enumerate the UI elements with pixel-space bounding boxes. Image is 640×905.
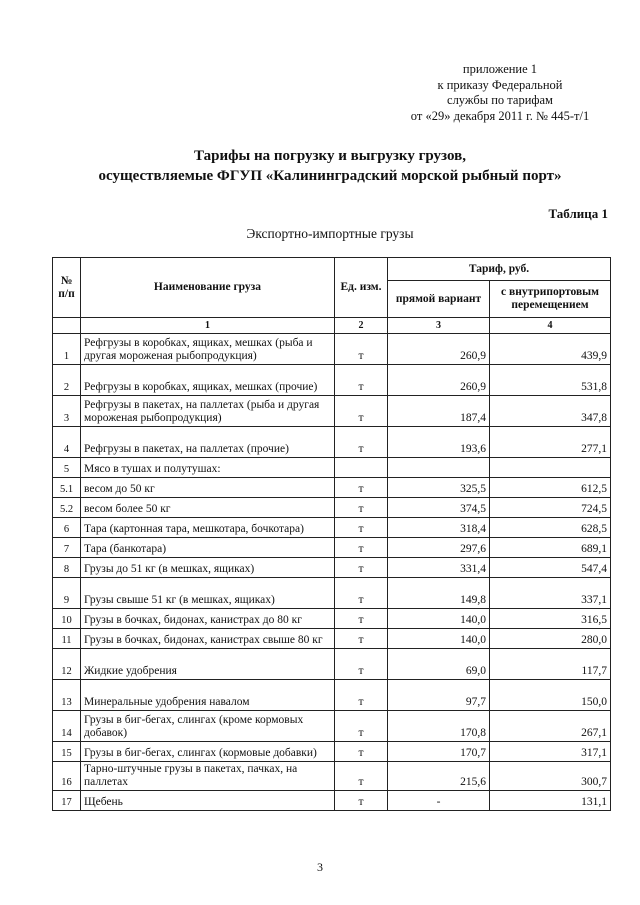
table-row xyxy=(53,498,611,518)
unit-cell: т xyxy=(335,742,388,762)
table-row xyxy=(53,742,611,762)
table-row xyxy=(53,334,611,365)
tariff-table xyxy=(52,257,611,811)
table-row xyxy=(53,762,611,791)
cargo-name: Тара (банкотара) xyxy=(81,538,335,558)
tariff-internal: 316,5 xyxy=(490,609,611,629)
tariff-internal: 131,1 xyxy=(490,791,611,811)
appendix-line: службы по тарифам xyxy=(447,93,553,107)
tariff-internal: 689,1 xyxy=(490,538,611,558)
row-number: 7 xyxy=(53,538,81,558)
row-number: 5 xyxy=(53,458,81,478)
tariff-internal: 531,8 xyxy=(490,365,611,396)
tariff-internal: 628,5 xyxy=(490,518,611,538)
cargo-name: Мясо в тушах и полутушах: xyxy=(81,458,335,478)
title-line: Тарифы на погрузку и выгрузку грузов, xyxy=(194,148,466,164)
document-title xyxy=(60,146,600,186)
unit-cell: т xyxy=(335,558,388,578)
table-row xyxy=(53,518,611,538)
tariff-internal: 317,1 xyxy=(490,742,611,762)
row-number: 1 xyxy=(53,334,81,365)
column-number-empty xyxy=(53,318,81,334)
tariff-direct: - xyxy=(388,791,490,811)
table-row xyxy=(53,609,611,629)
cargo-name: Жидкие удобрения xyxy=(81,649,335,680)
unit-cell: т xyxy=(335,791,388,811)
column-number: 3 xyxy=(388,318,490,334)
tariff-direct: 325,5 xyxy=(388,478,490,498)
tariff-direct: 170,7 xyxy=(388,742,490,762)
cargo-name: Грузы в бочках, бидонах, канистрах до 80 кг xyxy=(81,609,335,629)
unit-cell: т xyxy=(335,629,388,649)
column-number: 2 xyxy=(335,318,388,334)
table-subtitle: Экспортно-импортные грузы xyxy=(246,226,414,241)
tariff-direct: 260,9 xyxy=(388,365,490,396)
cargo-name: Рефгрузы в пакетах, на паллетах (рыба и другая мороженая рыбопродукция) xyxy=(81,396,335,427)
header-tariff: Тариф, руб. xyxy=(388,258,611,281)
tariff-internal: 347,8 xyxy=(490,396,611,427)
row-number: 8 xyxy=(53,558,81,578)
tariff-direct: 318,4 xyxy=(388,518,490,538)
cargo-name: Рефгрузы в коробках, ящиках, мешках (рыба и другая мороженая рыбопродукция) xyxy=(81,334,335,365)
cargo-name: весом более 50 кг xyxy=(81,498,335,518)
tariff-direct: 215,6 xyxy=(388,762,490,791)
appendix-note xyxy=(380,62,620,124)
unit-cell: т xyxy=(335,427,388,458)
column-number: 4 xyxy=(490,318,611,334)
cargo-name: Грузы в биг-бегах, слингах (кормовые добавки) xyxy=(81,742,335,762)
tariff-internal: 150,0 xyxy=(490,680,611,711)
tariff-direct: 149,8 xyxy=(388,578,490,609)
tariff-direct: 97,7 xyxy=(388,680,490,711)
row-number: 9 xyxy=(53,578,81,609)
cargo-name: Рефгрузы в пакетах, на паллетах (прочие) xyxy=(81,427,335,458)
table-row xyxy=(53,629,611,649)
cargo-name: весом до 50 кг xyxy=(81,478,335,498)
tariff-direct: 374,5 xyxy=(388,498,490,518)
table-row xyxy=(53,791,611,811)
unit-cell: т xyxy=(335,498,388,518)
cargo-name: Грузы свыше 51 кг (в мешках, ящиках) xyxy=(81,578,335,609)
table-row xyxy=(53,680,611,711)
tariff-direct xyxy=(388,458,490,478)
tariff-direct: 193,6 xyxy=(388,427,490,458)
unit-cell: т xyxy=(335,478,388,498)
title-line: осуществляемые ФГУП «Калининградский морской рыбный порт» xyxy=(98,168,562,184)
cargo-name: Тарно-штучные грузы в пакетах, пачках, на паллетах xyxy=(81,762,335,791)
table-row xyxy=(53,649,611,680)
tariff-internal: 724,5 xyxy=(490,498,611,518)
unit-cell: т xyxy=(335,762,388,791)
tariff-direct: 187,4 xyxy=(388,396,490,427)
table-row xyxy=(53,558,611,578)
header-internal: с внутрипортовым перемещением xyxy=(490,281,611,318)
cargo-name: Тара (картонная тара, мешкотара, бочкотара) xyxy=(81,518,335,538)
tariff-internal: 439,9 xyxy=(490,334,611,365)
header-direct: прямой вариант xyxy=(388,281,490,318)
header-num: № п/п xyxy=(53,258,81,318)
unit-cell: т xyxy=(335,396,388,427)
unit-cell: т xyxy=(335,711,388,742)
row-number: 4 xyxy=(53,427,81,458)
row-number: 10 xyxy=(53,609,81,629)
tariff-direct: 331,4 xyxy=(388,558,490,578)
unit-cell: т xyxy=(335,365,388,396)
tariff-internal: 280,0 xyxy=(490,629,611,649)
row-number: 2 xyxy=(53,365,81,396)
tariff-internal: 277,1 xyxy=(490,427,611,458)
unit-cell: т xyxy=(335,518,388,538)
row-number: 11 xyxy=(53,629,81,649)
unit-cell: т xyxy=(335,609,388,629)
column-number: 1 xyxy=(81,318,335,334)
tariff-internal: 337,1 xyxy=(490,578,611,609)
row-number: 15 xyxy=(53,742,81,762)
unit-cell: т xyxy=(335,578,388,609)
appendix-line: приложение 1 xyxy=(462,62,538,76)
table-body xyxy=(53,334,611,811)
cargo-name: Грузы в бочках, бидонах, канистрах свыше 80 кг xyxy=(81,629,335,649)
tariff-direct: 140,0 xyxy=(388,609,490,629)
cargo-name: Грузы в биг-бегах, слингах (кроме кормовых добавок) xyxy=(81,711,335,742)
unit-cell xyxy=(335,458,388,478)
tariff-direct: 297,6 xyxy=(388,538,490,558)
tariff-internal xyxy=(490,458,611,478)
unit-cell: т xyxy=(335,649,388,680)
unit-cell: т xyxy=(335,334,388,365)
unit-cell: т xyxy=(335,680,388,711)
tariff-direct: 69,0 xyxy=(388,649,490,680)
unit-cell: т xyxy=(335,538,388,558)
row-number: 16 xyxy=(53,762,81,791)
tariff-internal: 300,7 xyxy=(490,762,611,791)
header-unit: Ед. изм. xyxy=(335,258,388,318)
table-row xyxy=(53,538,611,558)
row-number: 17 xyxy=(53,791,81,811)
row-number: 5.2 xyxy=(53,498,81,518)
tariff-internal: 117,7 xyxy=(490,649,611,680)
table-row xyxy=(53,396,611,427)
table-row xyxy=(53,458,611,478)
tariff-direct: 260,9 xyxy=(388,334,490,365)
row-number: 14 xyxy=(53,711,81,742)
table-row xyxy=(53,365,611,396)
table-row xyxy=(53,711,611,742)
header-name: Наименование груза xyxy=(81,258,335,318)
row-number: 6 xyxy=(53,518,81,538)
cargo-name: Рефгрузы в коробках, ящиках, мешках (прочие) xyxy=(81,365,335,396)
row-number: 5.1 xyxy=(53,478,81,498)
row-number: 12 xyxy=(53,649,81,680)
tariff-internal: 612,5 xyxy=(490,478,611,498)
row-number: 13 xyxy=(53,680,81,711)
appendix-line: к приказу Федеральной xyxy=(437,77,563,92)
tariff-direct: 140,0 xyxy=(388,629,490,649)
cargo-name: Грузы до 51 кг (в мешках, ящиках) xyxy=(81,558,335,578)
table-number: Таблица 1 xyxy=(548,206,608,221)
table-row xyxy=(53,427,611,458)
table-row xyxy=(53,578,611,609)
row-number: 3 xyxy=(53,396,81,427)
appendix-line: от «29» декабря 2011 г. № 445-т/1 xyxy=(410,108,590,123)
table-row xyxy=(53,478,611,498)
tariff-direct: 170,8 xyxy=(388,711,490,742)
cargo-name: Щебень xyxy=(81,791,335,811)
page-number: 3 xyxy=(317,860,323,874)
tariff-internal: 267,1 xyxy=(490,711,611,742)
tariff-internal: 547,4 xyxy=(490,558,611,578)
cargo-name: Минеральные удобрения навалом xyxy=(81,680,335,711)
